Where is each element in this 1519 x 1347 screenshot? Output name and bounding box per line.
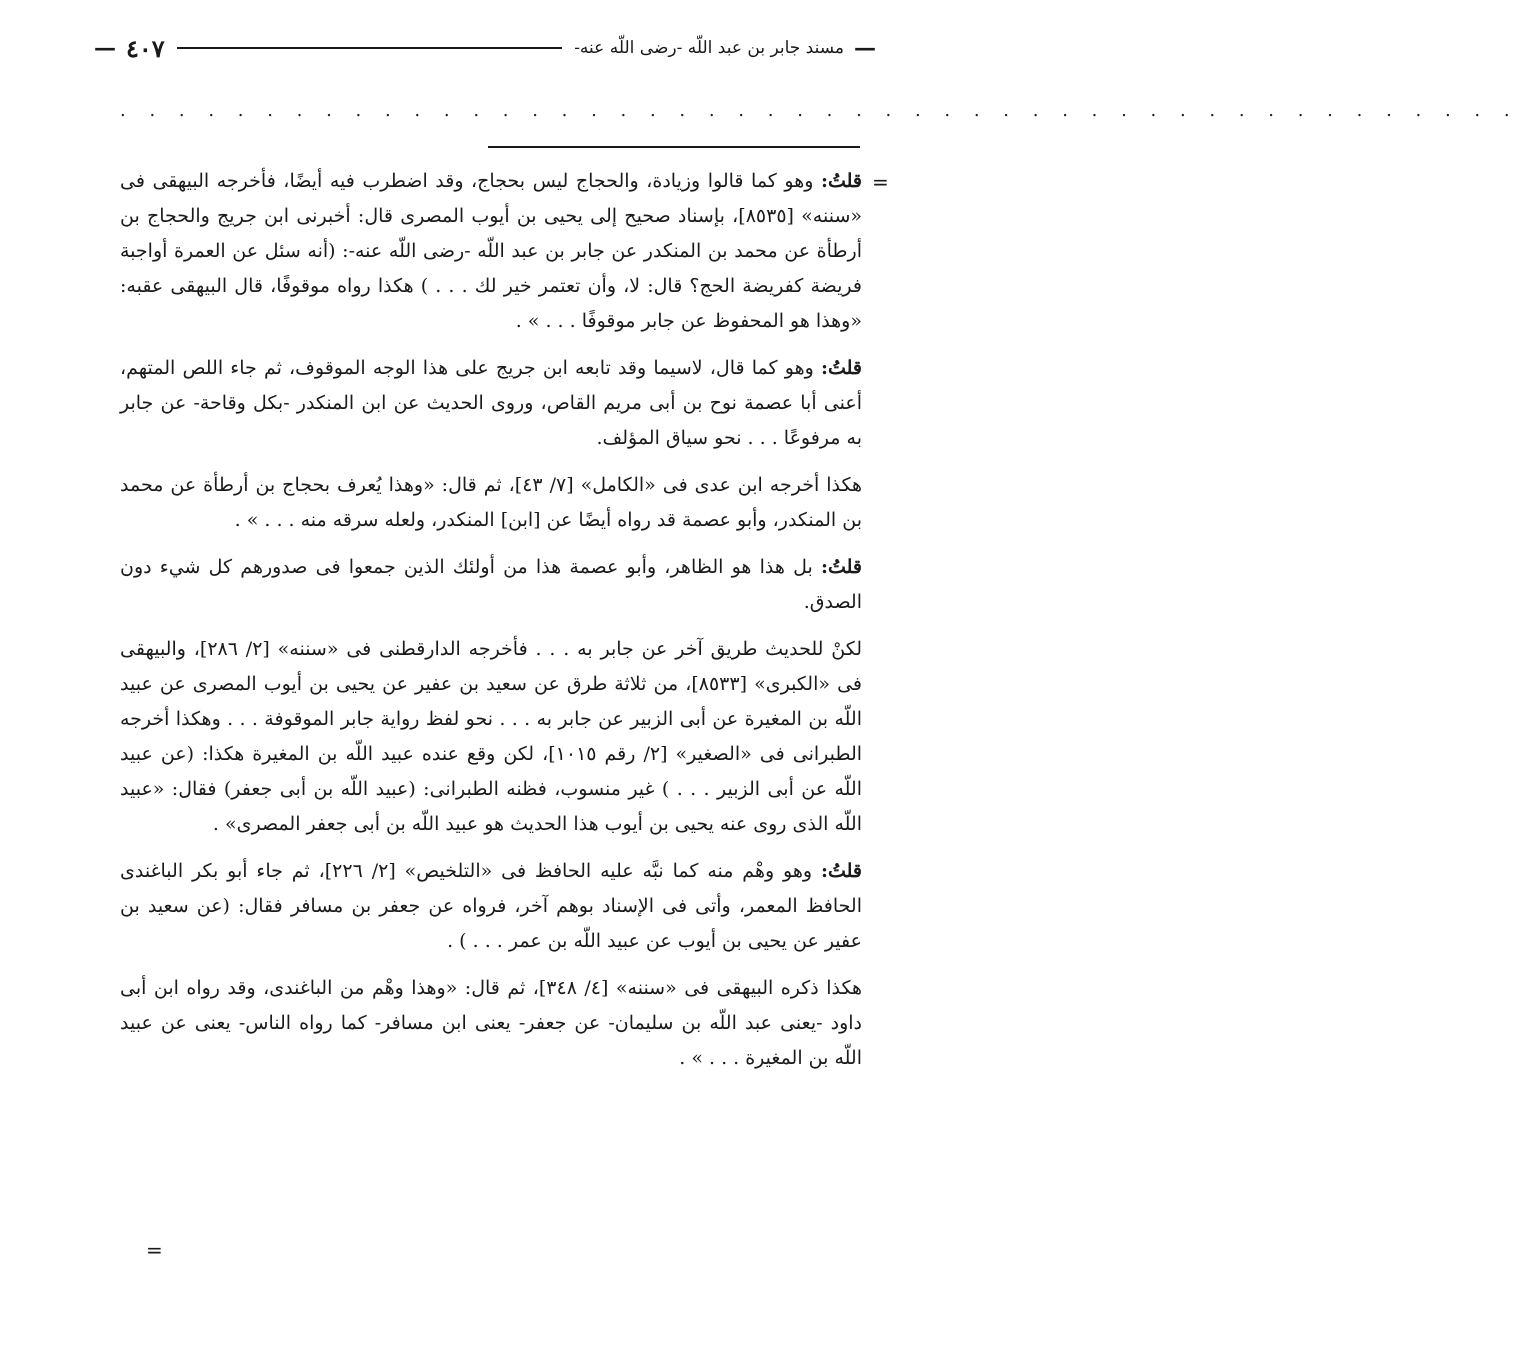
paragraph-lead: قلتُ: <box>820 357 862 379</box>
header-rule <box>177 47 563 49</box>
paragraph <box>120 971 862 1076</box>
paragraph <box>120 164 862 339</box>
paragraph-lead: قلتُ: <box>820 556 862 578</box>
header-dash-left: — <box>94 35 116 61</box>
paragraph-lead: قلتُ: <box>820 170 862 192</box>
paragraph <box>120 351 862 456</box>
paragraph-lead: قلتُ: <box>820 860 862 882</box>
continuation-mark-start: = <box>872 170 889 194</box>
footnote-body <box>120 164 862 1088</box>
paragraph-text: هكذا أخرجه ابن عدى فى «الكامل» [٧/ ٤٣]، ثم قال: «وهذا يُعرف بحجاج بن أرطأة عن محمد بن المنكدر، وأبو عصمة قد رواه أيضًا عن [ابن] المنكدر، ولعله سرقه منه . . . » . <box>120 474 862 531</box>
paragraph-text: لكنْ للحديث طريق آخر عن جابر به . . . فأخرجه الدارقطنى فى «سننه» [٢/ ٢٨٦]، والبيهقى فى «الكبرى» [٨٥٣٣]، من ثلاثة طرق عن سعيد بن عفير عن يحيى بن أيوب المصرى عن عبيد اللّه بن المغيرة عن أبى الزبير عن جابر به . . . نحو لفظ رواية جابر الموقوفة . . . وهكذا أخرجه الطبرانى فى «الصغير» [٢/ رقم ١٠١٥]، لكن وقع عنده عبيد اللّه بن المغيرة هكذا: (عن عبيد اللّه عن أبى الزبير . . . ) غير منسوب، فظنه الطبرانى: (عبيد اللّه بن أبى جعفر) فقال: «عبيد اللّه الذى روى عنه يحيى بن أيوب هذا الحديث هو عبيد اللّه بن أبى جعفر المصرى» . <box>120 638 863 835</box>
footnote-rule <box>488 146 860 148</box>
paragraph <box>120 854 862 959</box>
page-number: ٤٠٧ <box>126 33 165 63</box>
paragraph-text: وهو كما قال، لاسيما وقد تابعه ابن جريج على هذا الوجه الموقوف، ثم جاء اللص المتهم، أعنى أبا عصمة نوح بن أبى مريم القاص، وروى الحديث عن ابن المنكدر -بكل وقاحة- عن جابر به مرفوعًا . . . نحو سياق المؤلف. <box>120 357 862 449</box>
paragraph-text: وهو وهْم منه كما نبَّه عليه الحافظ فى «التلخيص» [٢/ ٢٢٦]، ثم جاء أبو بكر الباغندى الحافظ المعمر، وأتى فى الإسناد بوهم آخر، فرواه عن جعفر بن مسافر فقال: (عن سعيد بن عفير عن يحيى بن أيوب عن عبيد اللّه بن عمر . . . ) . <box>120 860 862 952</box>
paragraph <box>120 468 862 538</box>
running-header <box>90 28 880 68</box>
header-title: مسند جابر بن عبد اللّه -رضى اللّه عنه- <box>574 38 844 58</box>
header-dash-right: — <box>854 35 876 61</box>
paragraph-text: هكذا ذكره البيهقى فى «سننه» [٤/ ٣٤٨]، ثم قال: «وهذا وهْم من الباغندى، وقد رواه ابن أبى داود -يعنى عبد اللّه بن سليمان- عن جعفر- يعنى ابن مسافر- كما رواه الناس- يعنى عن عبيد اللّه بن المغيرة . . . » . <box>120 977 862 1069</box>
paragraph <box>120 632 862 842</box>
paragraph-text: بل هذا هو الظاهر، وأبو عصمة هذا من أولئك الذين جمعوا فى صدورهم كل شيء دون الصدق. <box>120 556 862 613</box>
paragraph <box>120 550 862 620</box>
continuation-mark-end: = <box>146 1238 163 1262</box>
dotted-separator: . . . . . . . . . . . . . . . . . . . . . . . . . . . . . . . . . . . . . . . . . . . . . . . . <box>120 100 1519 121</box>
paragraph-text: وهو كما قالوا وزيادة، والحجاج ليس بحجاج، وقد اضطرب فيه أيضًا، فأخرجه البيهقى فى «سننه» [٨٥٣٥]، بإسناد صحيح إلى يحيى بن أيوب المصرى قال: أخبرنى ابن جريج والحجاج بن أرطأة عن محمد بن المنكدر عن جابر بن عبد اللّه -رضى اللّه عنه-: (أنه سئل عن العمرة أواجبة فريضة كفريضة الحج؟ قال: لا، وأن تعتمر خير لك . . . ) هكذا رواه موقوفًا، قال البيهقى عقبه: «وهذا هو المحفوظ عن جابر موقوفًا . . . » . <box>120 170 862 332</box>
